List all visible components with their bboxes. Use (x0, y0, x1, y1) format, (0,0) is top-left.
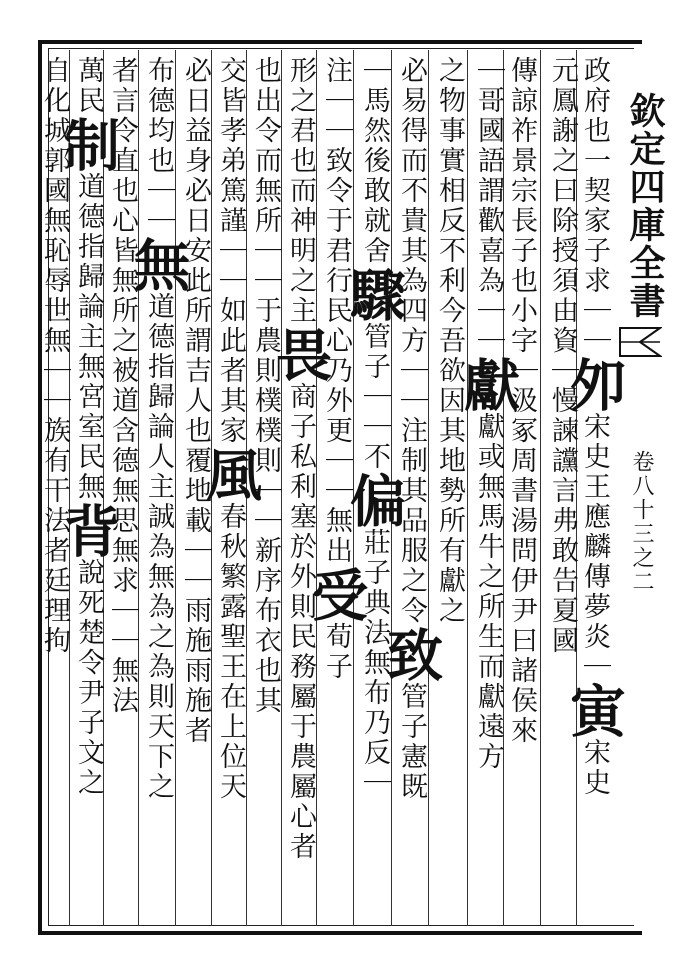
text-segment: 也出令而無所｜｜ (250, 56, 281, 296)
headword-character: 受 (303, 566, 369, 622)
text-segment: 注｜｜致令于君 (321, 56, 352, 266)
text-segment: 心者 (285, 802, 316, 862)
text-segment: 元鳳謝之曰除授須由資 (547, 56, 578, 356)
marginal-note (600, 840, 640, 930)
headword-character: 無 (125, 236, 191, 292)
text-segment: 管子｜｜不 (359, 322, 390, 472)
headword-character: 寅 (561, 682, 627, 738)
text-segment: 自化 (39, 56, 70, 116)
text-segment: 布乃反｜ (359, 678, 390, 798)
text-segment: 獻或無馬牛之所生而獻遠方 (473, 412, 504, 772)
text-segment: ｜慢諫讜言弗敢告 (547, 356, 578, 596)
page-header (612, 30, 668, 935)
text-segment: 族有干法者廷理拘 (39, 416, 70, 656)
text-segment: 道德指歸論人主誠為無為之為則天下之 (143, 292, 174, 802)
text-segment: 道德指歸論主無宮室民無 (73, 172, 104, 502)
text-segment: 春秋繁露聖王在上位天 (215, 502, 246, 802)
text-segment: 城郭國無恥辱世無｜｜ (39, 116, 70, 416)
text-column (197, 56, 263, 926)
text-segment: ｜哥國語謂歡喜為｜｜ (473, 56, 504, 356)
text-column (102, 56, 142, 926)
headword-character: 獻 (455, 356, 521, 412)
headword-character: 制 (55, 116, 121, 172)
text-column (341, 56, 407, 926)
headword-character: 夘 (561, 356, 627, 412)
text-segment: 必日益身必日安此所謂吉人也 (180, 56, 211, 446)
headword-character: 背 (55, 502, 121, 558)
text-segment: 于農則樸樸則｜｜新序布衣也其 (250, 296, 281, 716)
text-segment: 宋史王應麟傳夢炎｜ (579, 412, 610, 682)
headword-character: 驟 (341, 266, 407, 322)
text-segment: 必易得而不貴其為四方｜｜注制其品服之令 (396, 56, 427, 626)
text-segment: 政府也一契家子求｜｜ (579, 56, 610, 356)
text-column (303, 56, 369, 926)
text-column (542, 56, 582, 926)
text-segment (620, 848, 621, 860)
text-segment: 莊子典法無 (359, 528, 390, 678)
book-title: 欽定四庫全書 (624, 92, 666, 320)
headword-character: 畏 (267, 326, 333, 382)
headword-character: 致 (378, 626, 444, 682)
text-column (429, 56, 469, 926)
text-segment: 萬民 (73, 56, 104, 116)
text-segment: 更｜｜無出 (321, 416, 352, 566)
text-segment: 布德均也｜｜ (143, 56, 174, 236)
text-column (125, 56, 191, 926)
text-segment: 覆地載｜｜雨施雨施者 (180, 446, 211, 746)
text-column (267, 56, 333, 926)
text-column (55, 56, 121, 926)
text-column (455, 56, 521, 926)
text-column (175, 56, 215, 926)
text-segment: 形之君也而神明之主 (285, 56, 316, 326)
text-segment: 傳諒祚景宗長子也小字｜ (506, 56, 537, 386)
text-segment: 心皆無所之被道含德無思無求｜｜無法 (107, 206, 138, 716)
text-segment: 宋史 (579, 738, 610, 798)
text-segment: 夏國 (547, 596, 578, 656)
text-segment: 汲冢周書湯問伊尹曰諸侯來 (506, 386, 537, 746)
text-segment: ｜馬然後敢就舍 (359, 56, 390, 266)
text-column (34, 56, 74, 926)
text-segment: 之物事實相反不利今吾欲因其地勢所有獻之 (434, 56, 465, 626)
text-segment: 者言令直也 (107, 56, 138, 206)
text-segment: 管子憲既 (396, 682, 427, 802)
headword-character: 偏 (341, 472, 407, 528)
headword-character: 風 (197, 446, 263, 502)
volume-label: 卷八十三之二 (629, 450, 654, 594)
text-segment: 商子私利塞於外則民務屬于農屬 (285, 382, 316, 802)
text-segment (620, 840, 621, 848)
text-segment: 荀子 (321, 622, 352, 682)
text-segment: 行民心乃外 (321, 266, 352, 416)
text-segment: 說死楚令尹子文之 (73, 558, 104, 798)
text-segment: 交皆孝弟篤謹｜｜如此者其家 (215, 56, 246, 446)
